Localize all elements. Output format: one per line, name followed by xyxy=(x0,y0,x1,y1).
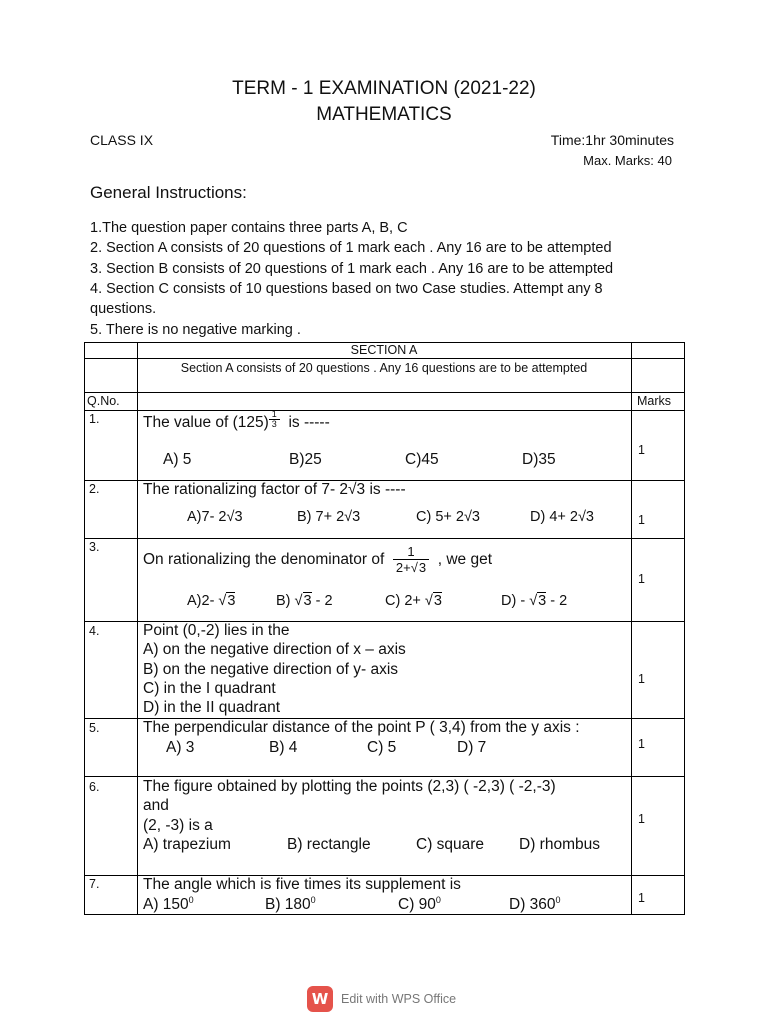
question-6-line: and xyxy=(143,797,169,814)
question-number: 6. xyxy=(89,780,100,794)
option-b: B)25 xyxy=(289,451,322,468)
option-c: C) $90^0$ xyxy=(398,895,441,914)
question-2-text: The rationalizing factor of 7- 2√3 is ---- xyxy=(143,481,406,498)
option-d: D) 4+ 2√3 xyxy=(530,509,594,525)
instruction-item: questions. xyxy=(90,301,157,317)
question-4-line: D) in the II quadrant xyxy=(143,699,280,716)
question-number: 4. xyxy=(89,624,100,638)
question-7-text: The angle which is five times its supplement is xyxy=(143,876,461,893)
section-title: SECTION A xyxy=(350,343,418,357)
wps-edit-text: Edit with WPS Office xyxy=(341,992,457,1006)
option-a: A)2- √3 xyxy=(187,593,236,609)
question-4-line: B) on the negative direction of y- axis xyxy=(143,661,399,678)
denominator-fraction: $\frac{1}{2+√3}$ xyxy=(393,544,429,575)
marks-value: 1 xyxy=(638,672,645,686)
wps-edit-link[interactable] xyxy=(307,986,456,1012)
marks-value: 1 xyxy=(638,572,645,586)
exam-title: TERM - 1 EXAMINATION (2021-22) xyxy=(232,78,536,99)
option-a: A) 3 xyxy=(166,739,195,756)
class-label: CLASS IX xyxy=(90,132,154,148)
marks-value: 1 xyxy=(638,737,645,751)
question-6-line: (2, -3) is a xyxy=(143,817,213,834)
marks-value: 1 xyxy=(638,443,645,457)
option-a: A) $150^0$ xyxy=(143,895,194,914)
option-d: D) 7 xyxy=(457,739,487,756)
option-c: C) square xyxy=(416,836,485,853)
marks-value: 1 xyxy=(638,891,645,905)
wps-logo-icon: W xyxy=(307,986,333,1012)
time-label: Time:1hr 30minutes xyxy=(550,132,674,148)
option-d: D)35 xyxy=(522,451,556,468)
exponent-fraction: $\frac{1}{3}$ xyxy=(269,410,280,429)
option-b: B) $180^0$ xyxy=(265,895,316,914)
instructions-heading: General Instructions: xyxy=(90,183,247,202)
section-note: Section A consists of 20 questions . Any 16 questions are to be attempted xyxy=(180,361,588,375)
option-c: C) 5+ 2√3 xyxy=(416,509,480,525)
col-header-qno: Q.No. xyxy=(87,394,120,408)
subject-title: MATHEMATICS xyxy=(316,104,452,125)
instruction-item: 2. Section A consists of 20 questions of 1 mark each . Any 16 are to be attempted xyxy=(90,240,612,256)
option-d: D) - √3 - 2 xyxy=(501,593,568,609)
question-number: 1. xyxy=(89,412,100,426)
question-4-line: A) on the negative direction of x – axis xyxy=(143,641,406,658)
question-5-text: The perpendicular distance of the point P ( 3,4) from the y axis : xyxy=(143,719,580,736)
option-c: C) 2+ √3 xyxy=(385,593,442,609)
option-b: B) rectangle xyxy=(287,836,371,853)
option-d: D) $360^0$ xyxy=(509,895,561,914)
option-a: A)7- 2√3 xyxy=(187,509,243,525)
question-4-line: C) in the I quadrant xyxy=(143,680,276,697)
option-d: D) rhombus xyxy=(519,836,600,853)
col-header-marks: Marks xyxy=(637,394,672,408)
option-c: C) 5 xyxy=(367,739,397,756)
question-6-line: The figure obtained by plotting the points (2,3) ( -2,3) ( -2,-3) xyxy=(143,778,556,795)
instruction-item: 5. There is no negative marking . xyxy=(90,322,301,338)
option-c: C)45 xyxy=(405,451,439,468)
question-number: 2. xyxy=(89,482,100,496)
option-b: B) √3 - 2 xyxy=(276,593,333,609)
marks-value: 1 xyxy=(638,513,645,527)
question-1-text: The value of (125) $\frac{1}{3}$ is ----- xyxy=(143,409,330,431)
question-number: 5. xyxy=(89,721,100,735)
question-3-text: On rationalizing the denominator of $\frac{1}{2+√3}$ , we get xyxy=(143,544,492,576)
question-number: 7. xyxy=(89,877,100,891)
question-number: 3. xyxy=(89,540,100,554)
option-a: A) trapezium xyxy=(143,836,231,853)
option-a: A) 5 xyxy=(163,451,192,468)
instruction-item: 1.The question paper contains three parts A, B, C xyxy=(90,220,408,236)
instruction-item: 3. Section B consists of 20 questions of 1 mark each . Any 16 are to be attempted xyxy=(90,261,614,277)
marks-value: 1 xyxy=(638,812,645,826)
max-marks-label: Max. Marks: 40 xyxy=(583,153,672,168)
option-b: B) 4 xyxy=(269,739,298,756)
option-b: B) 7+ 2√3 xyxy=(297,509,361,525)
question-4-line: Point (0,-2) lies in the xyxy=(143,622,290,639)
instruction-item: 4. Section C consists of 10 questions based on two Case studies. Attempt any 8 xyxy=(90,281,603,297)
